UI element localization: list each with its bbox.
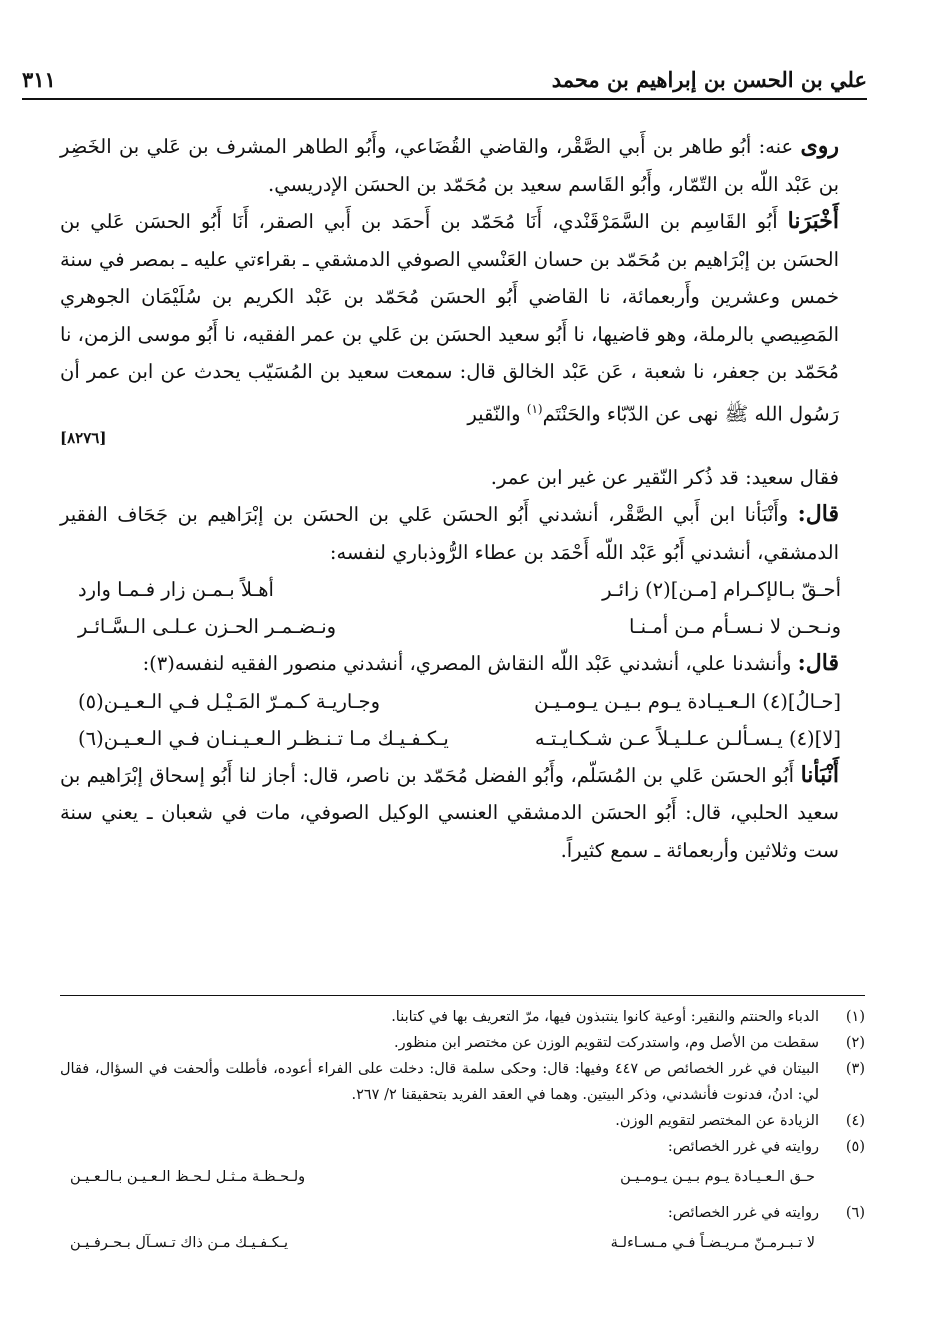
verse-line: [60, 608, 865, 645]
keyword-rawa: روى: [800, 133, 839, 159]
running-title: علي بن الحسن بن إبراهيم بن محمد: [551, 67, 867, 92]
verse-first-hemistich: [لا](٤) يـسـألـن عـلـيـلاً عـن شـكـايـتـه: [534, 726, 841, 750]
footnote: [60, 1056, 865, 1108]
keyword-qala: قال:: [797, 650, 839, 676]
footnote-number: (٦): [845, 1205, 865, 1221]
footnote-number: (٣): [845, 1061, 865, 1077]
page-header: [22, 52, 867, 100]
paragraph-anbaana: [60, 757, 865, 870]
verse-first-hemistich: أحـقّ بـالإكـرام [مـن](٢) زائـر: [602, 578, 841, 601]
footnote-marker: (١): [526, 401, 543, 416]
paragraph-text: وأنشدنا علي، أنشدني عَبْد اللّه النقاش المصري، أنشدني منصور الفقيه لنفسه(٣):: [142, 652, 798, 675]
verse-second-hemistich: يـكـفـيـك مـا تـنـظـر الـعـيـنـان فـي الـعـيـن(٦): [78, 726, 449, 750]
paragraph-poem-intro-1: [60, 496, 865, 571]
verse-second-hemistich: أهـلاً بـمـن زار فـمـا وارد: [78, 578, 274, 601]
verse-first-hemistich: ونـحـن لا نـسـأم مـن أمـنـا: [629, 615, 841, 638]
footnote-text: البيتان في غرر الخصائص ص ٤٤٧ وفيها: قال: وحكى سلمة قال: دخلت على الفراء أعوده، فأطلت وألحفت في السؤال، فقال لي: ادنُ، فدنوت فأنشدني، وذكر البيتين. وهما في العقد الفريد بتحقيقنا ٢/ ٢٦٧.: [60, 1061, 819, 1103]
verse-line: [60, 683, 865, 720]
paragraph-text: عنه: أبُو طاهر بن أَبي الصَّقْر، والقاضي القُضَاعي، وأَبُو الطاهر المشرف بن عَلي بن الخَضِر بن عَبْد اللّه بن التّمّار، وأَبُو القَاسم سعيد بن مُحَمّد بن الحسَن الإدريسي.: [60, 135, 839, 196]
footnote-verse: [60, 1160, 865, 1200]
keyword-qala: قال:: [797, 501, 839, 527]
verse-first-hemistich: [حـالُ](٤) الـعـيـادة يـوم بـيـن يـومـيـن: [534, 689, 841, 713]
hadith-reference-number: [٨٢٧٦]: [60, 428, 107, 447]
paragraph-text: وأَنْبَأنا ابن أَبي الصَّقْر، أنشدني أَبُو الحسَن عَلي بن الحسَن بن إبْرَاهيم بن جَحَاف الفقير الدمشقي، أنشدني أَبُو عَبْد اللّه أَحْمَد بن عطاء الرُّوذباري لنفسه:: [60, 503, 839, 564]
paragraph-isnad: [60, 203, 865, 433]
paragraph-text: أَبُو القَاسِم بن السَّمَرْقَنْدي، أَنَا مُحَمّد بن أَحمَد بن أَبي الصقر، أَنَا أَبُو الحسَن عَلي بن الحسَن بن إبْرَاهيم بن مُحَمّد بن حسان العَنْسي الصوفي الدمشقي ـ بقراءتي عليه ـ بمصر في سنة خمس وعشرين وأَربعمائة، نا القاضي أَبُو الحسَن مُحَمّد بن عَبْد الكريم بن سُلَيْمَان الجوهري المَصِيصي بالرملة، وهو قاضيها، نا أَبُو سعيد الحسَن بن عَلي بن عمر الفقيه، نا أَبُو موسى الزمن، نا مُحَمّد بن جعفر، نا شعبة ، عَن عَبْد الخالق قال: سمعت سعيد بن المُسَيّب يحدث عن ابن عمر أن رَسُول الله ﷺ نهى عن الدّبّاء والحَنْتَم: [60, 210, 839, 425]
page-number: ٣١١: [22, 67, 56, 92]
footnote-text: روايته في غرر الخصائص:: [667, 1139, 819, 1155]
footnote: [60, 1004, 865, 1030]
verse-second-hemistich: ونـضـمـر الحـزن عـلـى الـسَّـائـر: [78, 615, 337, 638]
footnote-number: (٤): [845, 1113, 865, 1129]
footnote-text: الدباء والحنتم والنقير: أوعية كانوا ينتبذون فيها، مرّ التعريف بها في كتابنا.: [391, 1009, 819, 1025]
footnote-text: الزيادة عن المختصر لتقويم الوزن.: [615, 1113, 819, 1129]
paragraph-narrators: [60, 128, 865, 203]
paragraph-text-end: والنّقير: [467, 402, 527, 425]
keyword-akhbarana: أَخْبَرَنا: [787, 208, 839, 234]
paragraph-said: فقال سعيد: قد ذُكر النّقير عن غير ابن عمر.: [490, 465, 839, 489]
footnote: [60, 1200, 865, 1226]
footnote-number: (٢): [845, 1035, 865, 1051]
footnote: [60, 1134, 865, 1160]
paragraph-text: أَبُو الحسَن عَلي بن المُسَلّم، وأَبُو الفضل مُحَمّد بن ناصر، قال: أجاز لنا أَبُو إسحاق إبْرَاهيم بن سعيد الحلبي، قال: أَبُو الحسَن الدمشقي العنسي الوكيل الصوفي، مات في شعبان ـ يعني سنة ست وثلاثين وأربعمائة ـ سمع كثيراً.: [60, 763, 839, 862]
verse-first-hemistich: لا تـبـرمـنّ مـريـضـاً فـي مـسـاءلـة: [610, 1235, 815, 1251]
paragraph-poem-intro-2: [60, 645, 865, 683]
verse-line: [60, 571, 865, 608]
footnote-text: روايته في غرر الخصائص:: [667, 1205, 819, 1221]
footnote: [60, 1030, 865, 1056]
footnote: [60, 1108, 865, 1134]
keyword-anbaana: أَنْبَأنا: [800, 761, 839, 788]
footnote-number: (٥): [845, 1139, 865, 1155]
footnote-number: (١): [845, 1009, 865, 1025]
verse-line: [60, 720, 865, 757]
verse-first-hemistich: حـق الـعـيـادة يـوم بـيـن يـومـيـن: [620, 1169, 815, 1185]
verse-second-hemistich: ولـحـظـة مـثـل لـحـظ الـعـيـن بـالـعـيـن: [70, 1169, 306, 1185]
verse-second-hemistich: يـكـفـيـك مـن ذاك تـسـآل بـحـرفـيـن: [70, 1235, 289, 1251]
footnotes: [60, 995, 865, 1266]
verse-second-hemistich: وجـاريـة كـمـرّ المَـيْـل فـي الـعـيـن(٥): [78, 689, 381, 713]
footnote-text: سقطت من الأصل وم، واستدركت لتقويم الوزن عن مختصر ابن منظور.: [394, 1035, 819, 1051]
footnote-verse: [60, 1226, 865, 1266]
main-text: [60, 128, 865, 869]
